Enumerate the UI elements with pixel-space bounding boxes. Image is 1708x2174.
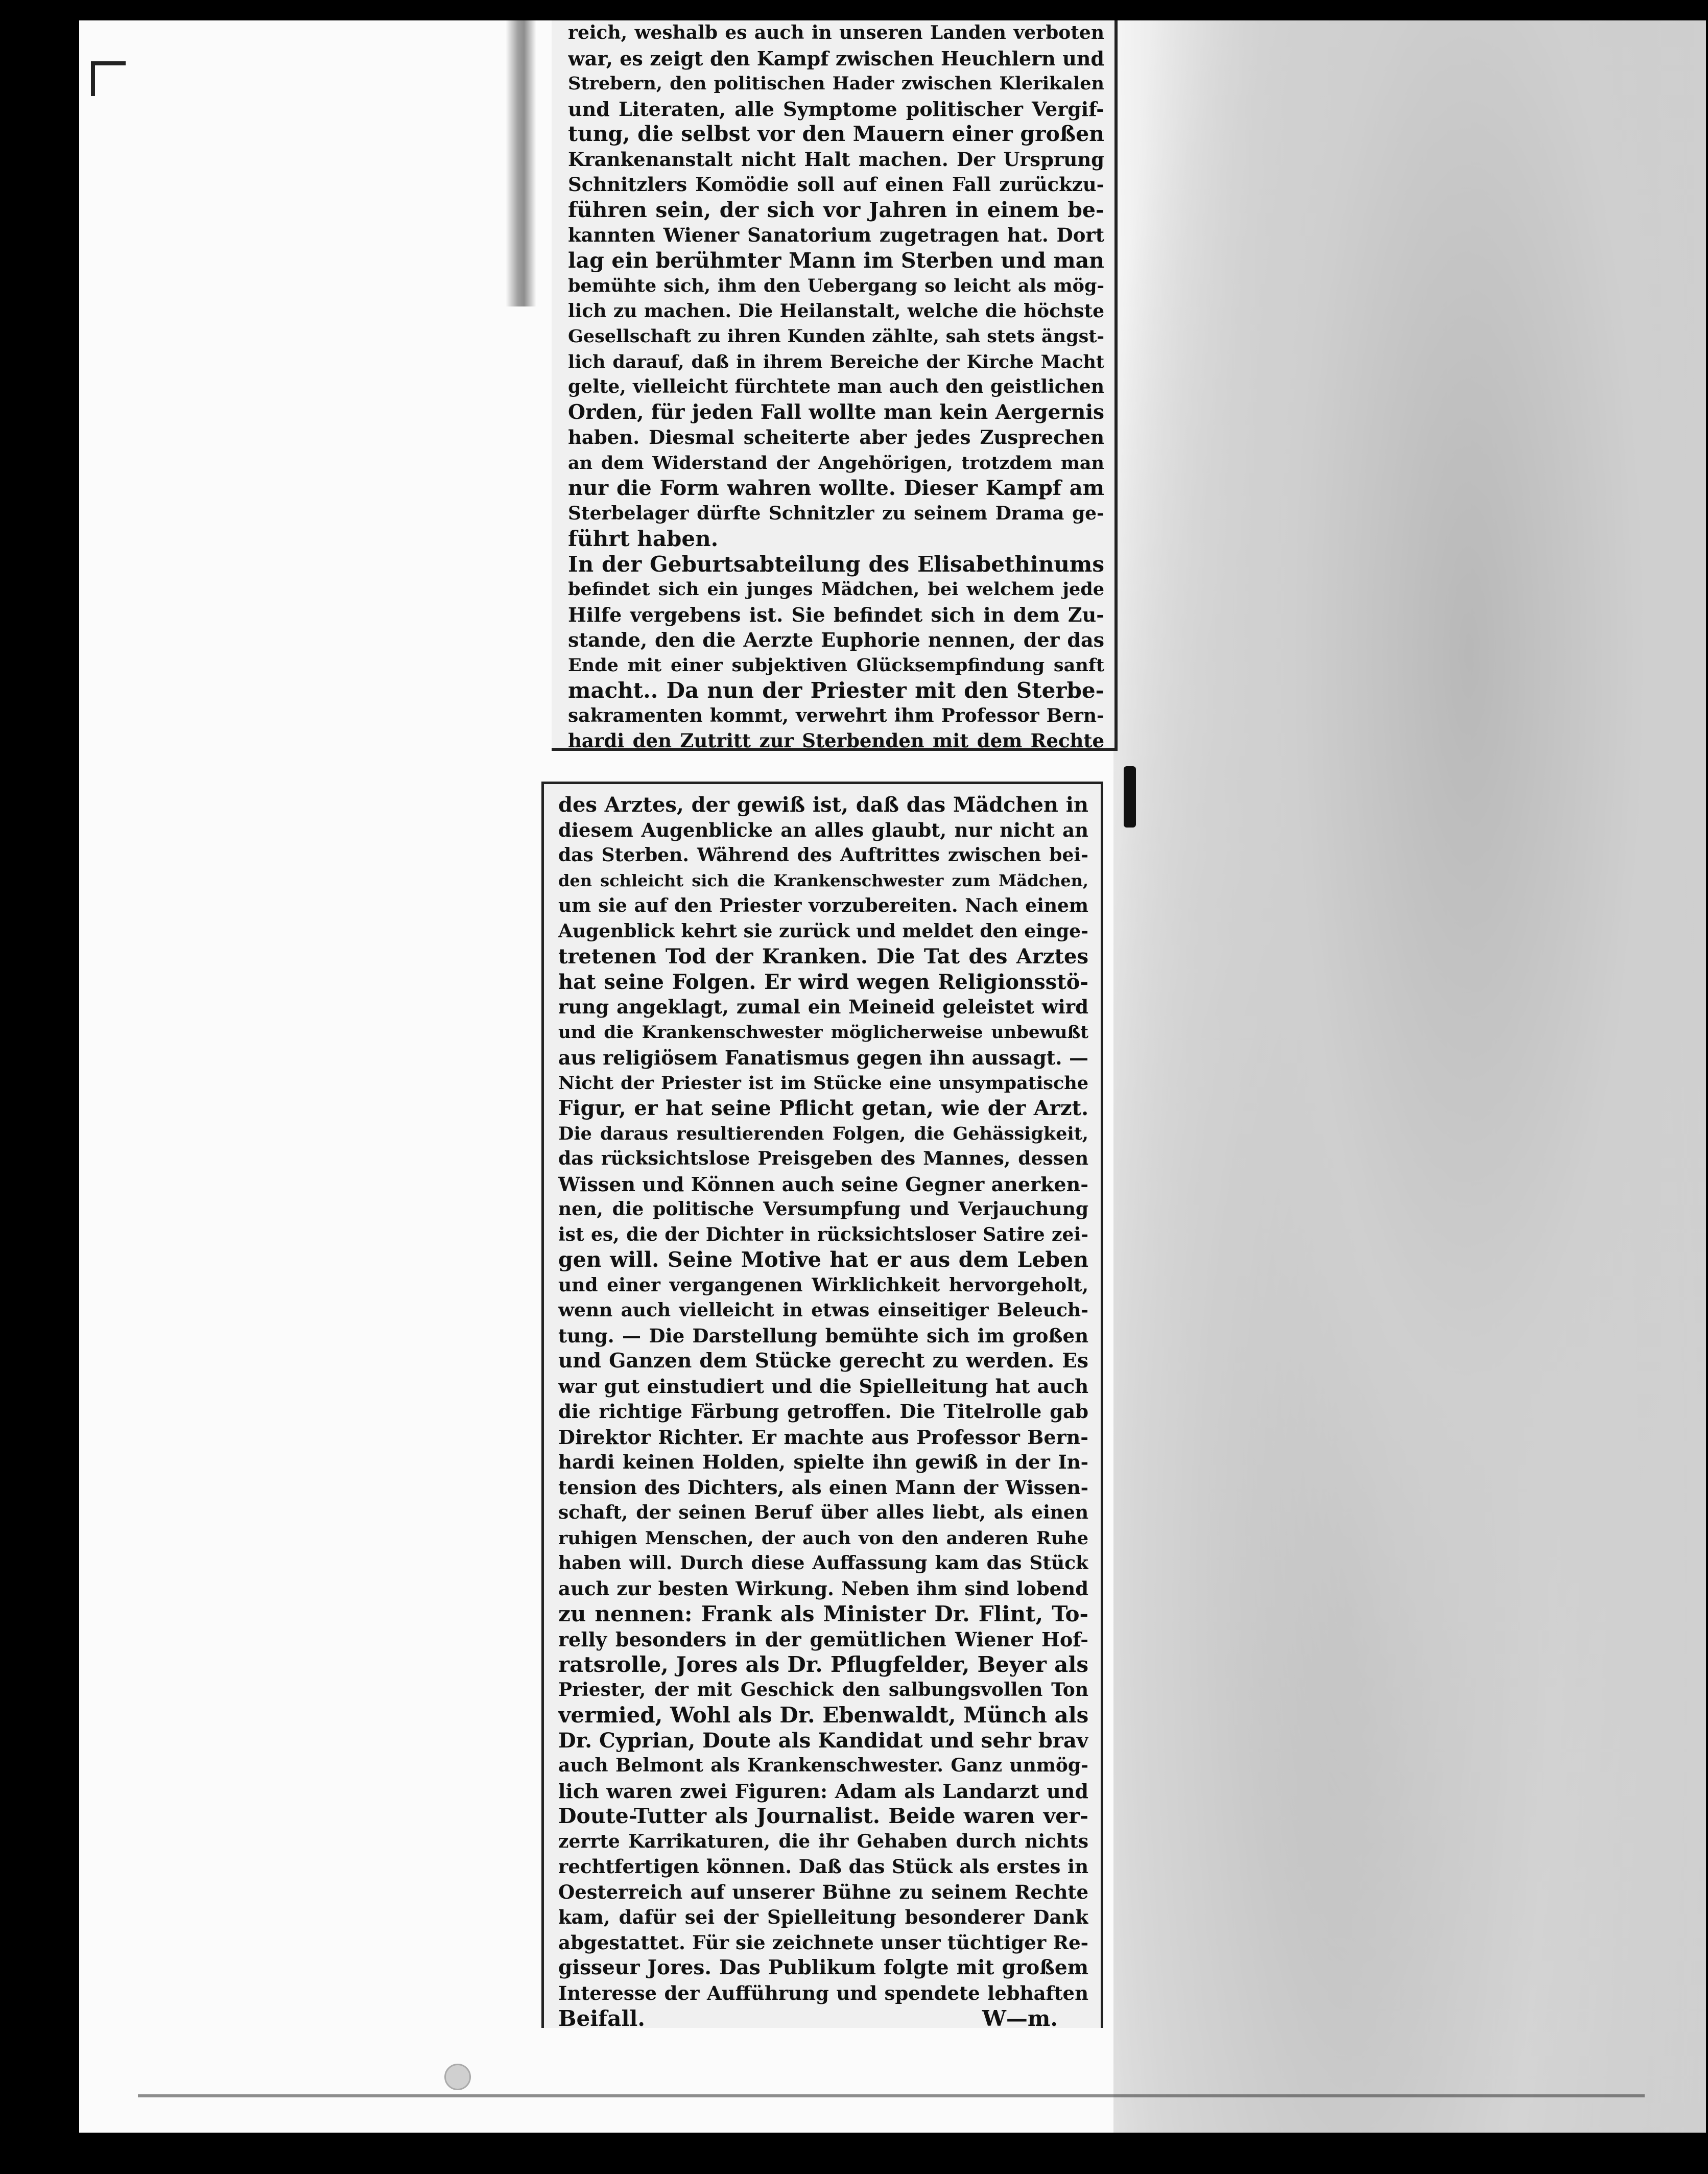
text-line: Hilfe vergebens ist. Sie befindet sich in dem Zu- [568, 603, 1104, 626]
text-line: haben will. Durch diese Auffassung kam das Stück [558, 1552, 1088, 1574]
text-line: tretenen Tod der Kranken. Die Tat des Arztes [558, 944, 1088, 968]
text-line: vermied, Wohl als Dr. Ebenwaldt, Münch als [558, 1703, 1088, 1728]
scan-mark [1124, 766, 1136, 828]
text-line: Augenblick kehrt sie zurück und meldet den einge- [558, 920, 1088, 942]
text-line: haben. Diesmal scheiterte aber jedes Zusprechen [568, 426, 1104, 448]
text-line: lich zu machen. Die Heilanstalt, welche die höchste [568, 300, 1104, 322]
text-line: den schleicht sich die Krankenschwester zum Mädchen, [558, 870, 1088, 890]
text-line: abgestattet. Für sie zeichnete unser tüchtiger Re- [558, 1931, 1088, 1954]
text-line: nen, die politische Versumpfung und Verjauchung [558, 1198, 1088, 1220]
text-line: das rücksichtslose Preisgeben des Mannes, dessen [558, 1148, 1088, 1169]
corner-mark [91, 61, 126, 96]
text-line: aus religiösem Fanatismus gegen ihn aussagt. — [558, 1046, 1088, 1069]
text-line: Die daraus resultierenden Folgen, die Gehässigkeit, [558, 1123, 1088, 1144]
text-line: Dr. Cyprian, Doute als Kandidat und sehr brav [558, 1728, 1088, 1753]
text-line: Gesellschaft zu ihren Kunden zählte, sah stets ängst- [568, 326, 1104, 347]
text-line: In der Geburtsabteilung des Elisabethinums [568, 551, 1104, 577]
author-signature: W—m. [982, 2006, 1058, 2031]
text-line: des Arztes, der gewiß ist, daß das Mädchen in [558, 793, 1088, 817]
newspaper-clipping-bottom [541, 782, 1103, 2031]
text-line: stande, den die Aerzte Euphorie nennen, der das [568, 628, 1104, 651]
text-line: ruhigen Menschen, der auch von den anderen Ruhe [558, 1527, 1088, 1549]
text-line: diesem Augenblicke an alles glaubt, nur nicht an [558, 818, 1088, 841]
text-line: Krankenanstalt nicht Halt machen. Der Ursprung [568, 148, 1104, 171]
text-line: Priester, der mit Geschick den salbungsvollen Ton [558, 1679, 1088, 1700]
text-line: auch zur besten Wirkung. Neben ihm sind lobend [558, 1577, 1088, 1600]
text-line: hat seine Folgen. Er wird wegen Religionsstö- [558, 970, 1088, 994]
text-line: das Sterben. Während des Auftrittes zwischen bei- [558, 844, 1088, 866]
text-line: tung, die selbst vor den Mauern einer großen [568, 122, 1104, 146]
text-line: rechtfertigen können. Daß das Stück als erstes in [558, 1855, 1088, 1878]
text-line: führen sein, der sich vor Jahren in einem be- [568, 197, 1104, 222]
text-line: nur die Form wahren wollte. Dieser Kampf am [568, 476, 1104, 500]
text-line: reich, weshalb es auch in unseren Landen verboten [568, 22, 1104, 43]
text-line: relly besonders in der gemütlichen Wiener Hof- [558, 1627, 1088, 1651]
text-line: und Ganzen dem Stücke gerecht zu werden. Es [558, 1349, 1088, 1373]
text-line: gisseur Jores. Das Publikum folgte mit großem [558, 1956, 1088, 1979]
text-line: Figur, er hat seine Pflicht getan, wie der Arzt. [558, 1096, 1088, 1120]
text-line: Direktor Richter. Er machte aus Professor Bern- [558, 1425, 1088, 1449]
text-line: Strebern, den politischen Hader zwischen Klerikalen [568, 73, 1104, 94]
text-line: Schnitzlers Komödie soll auf einen Fall zurückzu- [568, 173, 1104, 196]
text-line: hardi keinen Holden, spielte ihn gewiß in der In- [558, 1451, 1088, 1473]
newspaper-clipping-top [552, 20, 1118, 751]
text-line: bemühte sich, ihm den Uebergang so leicht als mög- [568, 275, 1104, 296]
text-line: gelte, vielleicht fürchtete man auch den geistlichen [568, 376, 1104, 397]
text-line: tension des Dichters, als einen Mann der Wissen- [558, 1476, 1088, 1499]
last-line: Beifall. [558, 2006, 645, 2031]
text-line: Interesse der Aufführung und spendete lebhaften [558, 1981, 1088, 2004]
text-line: gen will. Seine Motive hat er aus dem Leben [558, 1247, 1088, 1272]
text-line: und einer vergangenen Wirklichkeit hervorgeholt, [558, 1274, 1088, 1296]
closing-line [558, 2006, 1088, 2031]
text-line: ratsrolle, Jores als Dr. Pflugfelder, Beyer als [558, 1652, 1088, 1677]
text-line: zerrte Karrikaturen, die ihr Gehaben durch nichts [558, 1830, 1088, 1852]
text-line: lich darauf, daß in ihrem Bereiche der Kirche Macht [568, 351, 1104, 372]
text-line: rung angeklagt, zumal ein Meineid geleistet wird [558, 996, 1088, 1018]
sheet-edge [138, 2094, 1645, 2097]
text-line: befindet sich ein junges Mädchen, bei welchem jede [568, 579, 1104, 600]
text-line: tung. — Die Darstellung bemühte sich im großen [558, 1324, 1088, 1347]
text-line: lag ein berühmter Mann im Sterben und man [568, 248, 1104, 273]
text-line: um sie auf den Priester vorzubereiten. Nach einem [558, 895, 1088, 916]
text-line: führt haben. [568, 526, 719, 551]
text-line: Orden, für jeden Fall wollte man kein Aergernis [568, 400, 1104, 424]
text-line: hardi den Zutritt zur Sterbenden mit dem Rechte [568, 729, 1104, 752]
text-line: Oesterreich auf unserer Bühne zu seinem Rechte [558, 1880, 1088, 1903]
text-line: kam, dafür sei der Spielleitung besonderer Dank [558, 1906, 1088, 1928]
text-line: lich waren zwei Figuren: Adam als Landarzt und [558, 1779, 1088, 1803]
punch-hole [444, 2064, 471, 2090]
scan-shadow [1113, 20, 1706, 2133]
text-line: Doute-Tutter als Journalist. Beide waren ver- [558, 1804, 1088, 1828]
text-line: auch Belmont als Krankenschwester. Ganz unmög- [558, 1755, 1088, 1776]
text-line: an dem Widerstand der Angehörigen, trotzdem man [568, 452, 1104, 474]
text-line: kannten Wiener Sanatorium zugetragen hat. Dort [568, 224, 1104, 246]
text-line: macht.. Da nun der Priester mit den Sterbe- [568, 678, 1104, 703]
text-line: war, es zeigt den Kampf zwischen Heuchlern und [568, 46, 1104, 70]
text-line: und die Krankenschwester möglicherweise unbewußt [558, 1022, 1088, 1043]
text-line: zu nennen: Frank als Minister Dr. Flint, To- [558, 1601, 1088, 1626]
text-line: ist es, die der Dichter in rücksichtsloser Satire zei- [558, 1223, 1088, 1245]
text-line: und Literaten, alle Symptome politischer Vergif- [568, 97, 1104, 121]
text-line: Wissen und Können auch seine Gegner anerken- [558, 1172, 1088, 1196]
text-line: schaft, der seinen Beruf über alles liebt, als einen [558, 1502, 1088, 1523]
text-line: wenn auch vielleicht in etwas einseitiger Beleuch- [558, 1299, 1088, 1321]
text-line: Nicht der Priester ist im Stücke eine unsympatische [558, 1072, 1088, 1094]
text-line: Ende mit einer subjektiven Glücksempfindung sanft [568, 654, 1104, 676]
text-line: die richtige Färbung getroffen. Die Titelrolle gab [558, 1400, 1088, 1423]
text-line: sakramenten kommt, verwehrt ihm Professor Bern- [568, 704, 1104, 726]
text-line: Sterbelager dürfte Schnitzler zu seinem Drama ge- [568, 502, 1104, 524]
text-line: war gut einstudiert und die Spielleitung hat auch [558, 1375, 1088, 1398]
